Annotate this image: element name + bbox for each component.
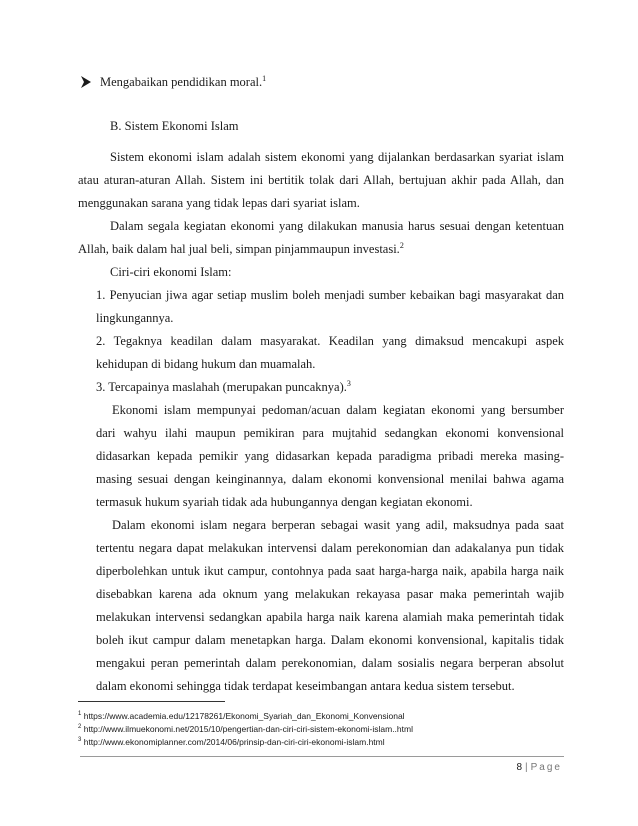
ciri-label: Ciri-ciri ekonomi Islam: [110, 265, 232, 279]
para4-line: disebabkan karena ada oknum yang melakukan rekayasa pasar maka pemerintah wajib [96, 587, 564, 601]
para4-line: diperbolehkan untuk ikut campur, contohnya pada saat harga-harga naik, apabila harga naik [96, 564, 564, 578]
page-number-value: 8 [516, 762, 523, 773]
page-label: Page [530, 762, 562, 773]
para4-line: dalam ekonomi sehingga tidak terdapat keseimbangan antara kedua sistem tersebut. [96, 679, 515, 693]
para3-line: masing sesuai dengan keinginannya, dalam ekonomi konvensional menilai bahwa agama [96, 472, 564, 486]
footnote-separator [78, 701, 225, 702]
para2-line: Dalam segala kegiatan ekonomi yang dilakukan manusia harus sesuai dengan ketentuan [110, 219, 564, 233]
para4-line: tertentu negara dapat melakukan intervensi dalam perekonomian dan adakalanya pun tidak [96, 541, 564, 555]
footnote: $^3$ http://www.ekonomiplanner.com/2014/06/prinsip-dan-ciri-ciri-ekonomi-islam.html [78, 737, 385, 747]
section-heading: B. Sistem Ekonomi Islam [110, 119, 239, 133]
list-item-continuation: kehidupan di bidang hukum dan muamalah. [96, 357, 316, 371]
list-item: 1. Penyucian jiwa agar setiap muslim boleh menjadi sumber kebaikan bagi masyarakat dan [96, 288, 564, 302]
page-number-separator: | [525, 762, 528, 773]
page-number [516, 761, 562, 774]
para3-line: Ekonomi islam mempunyai pedoman/acuan dalam kegiatan ekonomi yang bersumber [112, 403, 564, 417]
para3-line: dari wahyu ilahi maupun pemikiran para mujtahid sedangkan ekonomi konvensional [96, 426, 564, 440]
footnote: $^2$ http://www.ilmuekonomi.net/2015/10/pengertian-dan-ciri-ciri-sistem-ekonomi-islam..html [78, 724, 413, 734]
list-item: 3. Tercapainya maslahah (merupakan puncaknya).$^3$ [96, 378, 351, 394]
list-item: 2. Tegaknya keadilan dalam masyarakat. Keadilan yang dimaksud mencakupi aspek [96, 334, 564, 348]
para1-line: menggunakan sarana yang tidak lepas dari syariat islam. [78, 196, 360, 210]
para2-line: Allah, baik dalam hal jual beli, simpan pinjammaupun investasi.$^2$ [78, 240, 404, 256]
para4-line: Dalam ekonomi islam negara berperan sebagai wasit yang adil, maksudnya pada saat [112, 518, 564, 532]
para3-line: termasuk hukum syariah tidak ada hubungannya dengan kegiatan ekonomi. [96, 495, 473, 509]
para1-line: atau aturan-aturan Allah. Sistem ini bertitik tolak dari Allah, bertujuan akhir pada Allah, dan [78, 173, 564, 187]
footnote-link[interactable]: http://www.ilmuekonomi.net/2015/10/pengertian-dan-ciri-ciri-sistem-ekonomi-islam..html [83, 724, 413, 734]
footnote-link[interactable]: http://www.ekonomiplanner.com/2014/06/prinsip-dan-ciri-ciri-ekonomi-islam.html [83, 737, 385, 747]
footer-rule [80, 756, 564, 757]
footnote: $^1$ https://www.academia.edu/12178261/Ekonomi_Syariah_dan_Ekonomi_Konvensional [78, 711, 405, 721]
arrowhead-bullet-icon [80, 74, 92, 90]
para1-line: Sistem ekonomi islam adalah sistem ekonomi yang dijalankan berdasarkan syariat islam [110, 150, 564, 164]
para4-line: melakukan intervensi sedangkan apabila harga naik karena alamiah maka pemerintah tidak [96, 610, 564, 624]
para3-line: didasarkan kepada pemikir yang didasarkan kepada paradigma pribadi mereka masing- [96, 449, 564, 463]
bullet-item: Mengabaikan pendidikan moral.$^1$ [100, 73, 267, 89]
para4-line: boleh ikut campur dalam menetapkan harga. Dalam ekonomi konvensional, kapitalis tidak [96, 633, 564, 647]
para4-line: mengakui peran pemerintah dalam perekonomian, dalam sosialis negara berperan absolut [96, 656, 564, 670]
list-item-continuation: lingkungannya. [96, 311, 174, 325]
footnote-link[interactable]: https://www.academia.edu/12178261/Ekonomi_Syariah_dan_Ekonomi_Konvensional [83, 711, 405, 721]
